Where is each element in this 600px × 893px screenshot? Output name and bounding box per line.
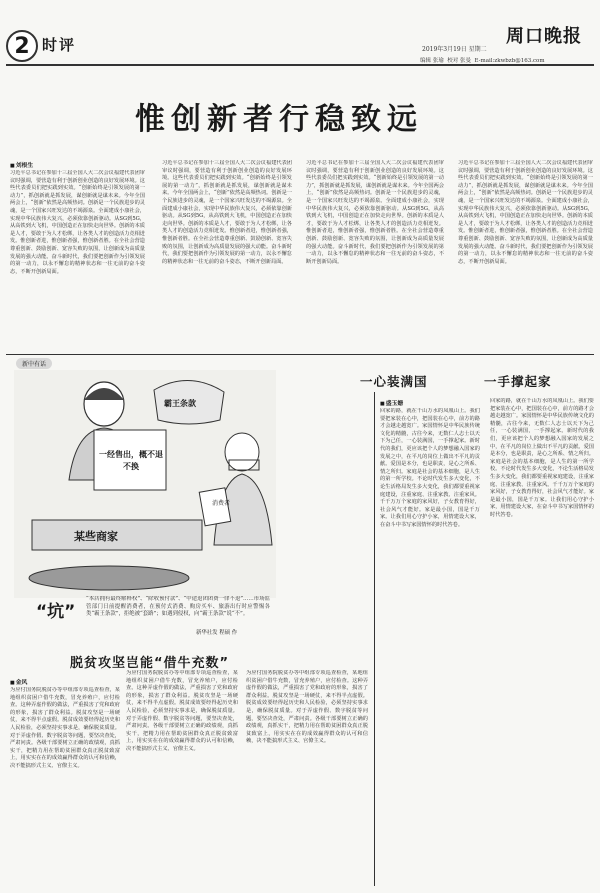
section-title: 时评 xyxy=(42,36,77,54)
left-title: 脱贫攻坚岂能“借牛充数” xyxy=(70,656,230,671)
right-title-b: 一手撑起家 xyxy=(484,374,552,389)
cartoon-credit: 新华社发 程硕 作 xyxy=(196,630,238,636)
cartoon-section-tag: 新中有话 xyxy=(16,358,52,369)
cartoon-illustration xyxy=(14,370,276,598)
designer: 校对 张曼 xyxy=(447,58,471,64)
cartoon-svg xyxy=(14,370,276,598)
right-col-2: 回家的路，就在千山万水的凤凰山上。我们要把家装在心中，把国装在心中，前方的路才会越走越宽广。家国情怀是中华民族传统文化的精髓，古往今来，无数仁人志士以天下为己任，一心装满国，一手撑起家。新时代的我们，更应该把个人的梦想融入国家的发展之中，在平凡的岗位上做出不平凡的贡献。爱国是本分，也是职责，是心之所系、情之所归。家庭是社会的基本细胞，是人生的第一所学校。不论时代发生多大变化，不论生活格局发生多大变化，我们都要重视家庭建设，注重家庭、注重家教、注重家风。千千万万个家庭的家风好，子女教育得好，社会风气才能好。家是最小国，国是千万家。让我们用心守护小家，用情建设大家，在奋斗中书写家国情怀的时代答卷。 xyxy=(490,398,594,518)
right-col-1: 回家的路，就在千山万水的凤凰山上。我们要把家装在心中，把国装在心中，前方的路才会越走越宽广。家国情怀是中华民族传统文化的精髓，古往今来，无数仁人志士以天下为己任，一心装满国，一手撑起家。新时代的我们，更应该把个人的梦想融入国家的发展之中，在平凡的岗位上做出不平凡的贡献。爱国是本分，也是职责，是心之所系、情之所归。家庭是社会的基本细胞，是人生的第一所学校。不论时代发生多大变化，不论生活格局发生多大变化，我们都要重视家庭建设，注重家庭、注重家教、注重家风。千千万万个家庭的家风好，子女教育得好，社会风气才能好。家是最小国，国是千万家。让我们用心守护小家，用情建设大家，在奋斗中书写家国情怀的时代答卷。 xyxy=(380,408,480,528)
vendor-sign-text: 一经售出，概不退不换 xyxy=(99,449,163,471)
lead-rule xyxy=(6,354,594,355)
counter-label: 某些商家 xyxy=(74,530,118,543)
left-col-1: 为应付国务院脱贫办等中组部专项巡查检查，某地组织贫困户借牛充数，冒充养殖户，应付检查。这种弄虚作假的做法，严重损害了党和政府的形象，损害了群众利益。脱贫攻坚是一场硬仗，来不得半点虚假。脱贫成效要经得起历史和人民检验，必须坚持实事求是，确保脱贫质量。对于弄虚作假、数字脱贫等问题，要坚决查处，严肃问责。各级干部要树立正确的政绩观，真抓实干，把精力用在帮助贫困群众真正脱贫致富上，用实实在在的成效赢得群众的认可和信赖，决不能搞形式主义、官僚主义。 xyxy=(10,687,120,769)
right-vrule xyxy=(374,392,375,886)
editor-line xyxy=(420,56,545,64)
left-col-3: 为应付国务院脱贫办等中组部专项巡查检查，某地组织贫困户借牛充数，冒充养殖户，应付检查。这种弄虚作假的做法，严重损害了党和政府的形象，损害了群众利益。脱贫攻坚是一场硬仗，来不得半点虚假。脱贫成效要经得起历史和人民检验，必须坚持实事求是，确保脱贫质量。对于弄虚作假、数字脱贫等问题，要坚决查处，严肃问责。各级干部要树立正确的政绩观，真抓实干，把精力用在帮助贫困群众真正脱贫致富上，用实实在在的成效赢得群众的认可和信赖，决不能搞形式主义、官僚主义。 xyxy=(246,670,368,745)
lead-col-1: 习近平总书记在参加十三届全国人大二次会议福建代表团审议时强调，要营造有利于创新创业创造的良好发展环境。这些代表委员们把实践到实效。“创新始终是引领发展的第一动力”，抓创新就是抓发展，谋创新就是谋未来。今年全国两会上，“创新”依然是高频热词。创新是一个民族进步的灵魂，是一个国家兴旺发达的不竭源泉。全面建成小康社会，实现中华民族伟大复兴，必须依靠创新驱动。从SG到5G，从高铁到大飞机，中国创造正在加快走向世界。创新的本质是人才，要敢于为人才松绑，让各类人才的创造活力竞相迸发。惟创新者进，惟创新者强，惟创新者胜。在全社会营造尊重创新、鼓励创新、宽容失败的氛围，让创新成为高质量发展的强大动能。奋斗新时代，我们要把创新作为引领发展的第一动力，以永不懈怠的精神状态和一往无前的奋斗姿态，不断开创新局面。 xyxy=(10,170,145,275)
right-title-a: 一心装满国 xyxy=(360,374,428,389)
masthead: 周口晚报 xyxy=(506,26,582,47)
consumer-badge: 消费者 xyxy=(212,500,231,507)
right-byline: ■ 盛玉姗 xyxy=(380,398,403,407)
header-rule xyxy=(6,64,594,66)
consumer-head xyxy=(225,433,259,471)
email: E-mail:zkwbzb@163.com xyxy=(474,58,545,64)
bag-label: 霸王条款 xyxy=(164,398,196,408)
lead-col-4: 习近平总书记在参加十三届全国人大二次会议福建代表团审议时强调，要营造有利于创新创业创造的良好发展环境。这些代表委员们把实践到实效。“创新始终是引领发展的第一动力”，抓创新就是抓发展，谋创新就是谋未来。今年全国两会上，“创新”依然是高频热词。创新是一个民族进步的灵魂，是一个国家兴旺发达的不竭源泉。全面建成小康社会，实现中华民族伟大复兴，必须依靠创新驱动。从SG到5G，从高铁到大飞机，中国创造正在加快走向世界。创新的本质是人才，要敢于为人才松绑，让各类人才的创造活力竞相迸发。惟创新者进，惟创新者强，惟创新者胜。在全社会营造尊重创新、鼓励创新、宽容失败的氛围，让创新成为高质量发展的强大动能。奋斗新时代，我们要把创新作为引领发展的第一动力，以永不懈怠的精神状态和一往无前的奋斗姿态，不断开创新局面。 xyxy=(458,160,593,265)
dateline xyxy=(422,44,487,53)
editor: 编辑 张瑜 xyxy=(420,58,444,64)
left-byline: ■ 金风 xyxy=(10,677,27,686)
page-number: 2 xyxy=(6,30,38,62)
lead-byline: ■ 刘根生 xyxy=(10,160,33,169)
cartoon-keyword: “坑” xyxy=(36,602,76,622)
left-col-2: 为应付国务院脱贫办等中组部专项巡查检查，某地组织贫困户借牛充数，冒充养殖户，应付检查。这种弄虚作假的做法，严重损害了党和政府的形象，损害了群众利益。脱贫攻坚是一场硬仗，来不得半点虚假。脱贫成效要经得起历史和人民检验，必须坚持实事求是，确保脱贫质量。对于弄虚作假、数字脱贫等问题，要坚决查处，严肃问责。各级干部要树立正确的政绩观，真抓实干，把精力用在帮助贫困群众真正脱贫致富上，用实实在在的成效赢得群众的认可和信赖，决不能搞形式主义、官僚主义。 xyxy=(126,670,238,752)
cartoon-caption: “本店拥有最终解释权”、“除收预付款”、“中途退团团费一律不退”……市场监管部门日前提醒消费者，在预付式消费、购房买车、旅游出行时应警惕各类“霸王条款”，拒绝被“套路”；如遇到侵权，向“霸王条款”说“不”。 xyxy=(86,596,270,617)
pit-icon xyxy=(29,566,189,590)
issue-date: 2019年3月19日 星期二 xyxy=(422,46,487,53)
lead-col-2: 习近平总书记在参加十三届全国人大二次会议福建代表团审议时强调，要营造有利于创新创业创造的良好发展环境。这些代表委员们把实践到实效。“创新始终是引领发展的第一动力”，抓创新就是抓发展，谋创新就是谋未来。今年全国两会上，“创新”依然是高频热词。创新是一个民族进步的灵魂，是一个国家兴旺发达的不竭源泉。全面建成小康社会，实现中华民族伟大复兴，必须依靠创新驱动。从SG到5G，从高铁到大飞机，中国创造正在加快走向世界。创新的本质是人才，要敢于为人才松绑，让各类人才的创造活力竞相迸发。惟创新者进，惟创新者强，惟创新者胜。在全社会营造尊重创新、鼓励创新、宽容失败的氛围，让创新成为高质量发展的强大动能。奋斗新时代，我们要把创新作为引领发展的第一动力，以永不懈怠的精神状态和一往无前的奋斗姿态，不断开创新局面。 xyxy=(162,160,292,265)
lead-col-3: 习近平总书记在参加十三届全国人大二次会议福建代表团审议时强调，要营造有利于创新创业创造的良好发展环境。这些代表委员们把实践到实效。“创新始终是引领发展的第一动力”，抓创新就是抓发展，谋创新就是谋未来。今年全国两会上，“创新”依然是高频热词。创新是一个民族进步的灵魂，是一个国家兴旺发达的不竭源泉。全面建成小康社会，实现中华民族伟大复兴，必须依靠创新驱动。从SG到5G，从高铁到大飞机，中国创造正在加快走向世界。创新的本质是人才，要敢于为人才松绑，让各类人才的创造活力竞相迸发。惟创新者进，惟创新者强，惟创新者胜。在全社会营造尊重创新、鼓励创新、宽容失败的氛围，让创新成为高质量发展的强大动能。奋斗新时代，我们要把创新作为引领发展的第一动力，以永不懈怠的精神状态和一往无前的奋斗姿态，不断开创新局面。 xyxy=(306,160,444,265)
lead-headline: 惟创新者行稳致远 xyxy=(135,102,423,137)
